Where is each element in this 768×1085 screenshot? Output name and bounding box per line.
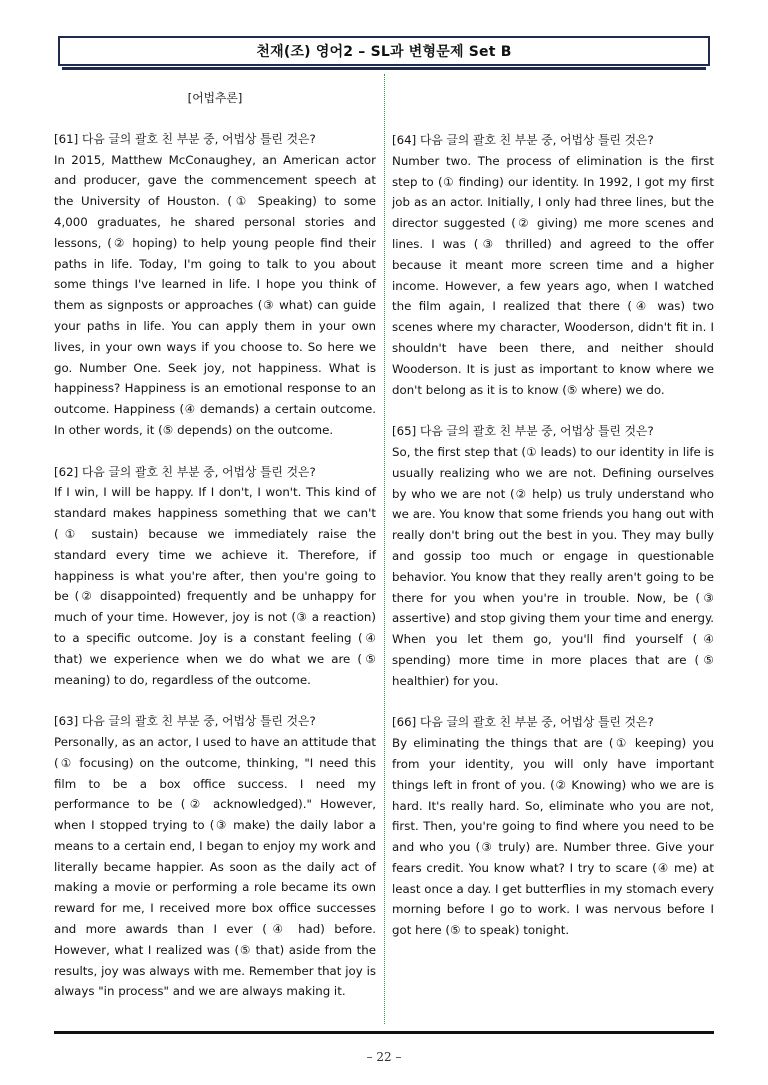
question-passage: Personally, as an actor, I used to have an attitude that (① focusing) on the outcome, thinking, "I need this film to be a box office success. I need my performance to be (② acknowledged)." However, when I stopped trying to (③ make) the daily labor a means to a certain end, I began to enjoy my work and literally became happier. As soon as the daily act of making a movie or performing a role became its own reward for me, I received more box office successes and more awards than I ever (④ had) before. However, what I realized was (⑤ that) aside from the results, joy was always with me. Remember that joy is always "in process" and we are always making it.	[54, 734, 376, 999]
page-number: – 22 –	[366, 1050, 402, 1064]
question-passage: By eliminating the things that are (① keeping) you from your identity, you will only have important things left in front of you. (② Knowing) who we are is hard. It's really hard. So, eliminate who you are not, first. Then, you're going to find where you need to be and who you (③ truly) are. Number three. Give your fears credit. You know what? I try to scare (④ me) at least once a day. I get butterflies in my stomach every morning before I go to work. I was nervous before I got here (⑤ to speak) tonight.	[392, 736, 714, 938]
question-61	[54, 129, 376, 441]
question-header: [63] 다음 글의 괄호 친 부분 중, 어법상 틀린 것은?	[54, 714, 316, 729]
question-passage: In 2015, Matthew McConaughey, an American actor and producer, gave the commencement speech at the University of Houston. (① Speaking) to some 4,000 graduates, he shared personal stories and lessons, (② hoping) to help young people find their paths in life. Today, I'm going to talk to you about some things I've learned in life. I hope you think of them as signposts or approaches (③ what) can guide your paths in life. You can apply them in your own lives, in your own ways if you choose to. So here we go. Number One. Seek joy, not happiness. What is happiness? Happiness is an emotional response to an outcome. Happiness (④ demands) a certain outcome. In other words, it (⑤ depends) on the outcome.	[54, 152, 376, 437]
question-64	[392, 130, 714, 400]
question-passage: If I win, I will be happy. If I don't, I won't. This kind of standard makes happiness something that we can't (① sustain) because we immediately raise the standard every time we achieve it. Therefore, if happiness is what you're after, then you're going to be (② disappointed) frequently and be unhappy for much of your time. However, joy is not (③ a reaction) to a specific outcome. Joy is a constant feeling (④ that) we experience when we do what we are (⑤ meaning) to do, regardless of the outcome.	[54, 485, 376, 687]
question-passage: Number two. The process of elimination is the first step to (① finding) our identity. In 1992, I got my first job as an actor. Initially, I only had three lines, but the director suggested (② giving) me more scenes and lines. I was (③ thrilled) and agreed to the offer because it meant more screen time and a higher income. However, a few years ago, when I watched the film again, I realized that there (④ was) two scenes where my character, Wooderson, didn't fit in. I shouldn't have been there, and neither should Wooderson. It is just as important to know where we don't belong as it is to know (⑤ where) we do.	[392, 153, 714, 397]
page-title: 천재(조) 영어2 – SL과 변형문제 Set B	[256, 44, 512, 60]
question-66	[392, 712, 714, 941]
right-column	[392, 130, 714, 962]
question-62	[54, 462, 376, 691]
question-65	[392, 421, 714, 691]
question-header: [61] 다음 글의 괄호 친 부분 중, 어법상 틀린 것은?	[54, 131, 316, 146]
question-header: [62] 다음 글의 괄호 친 부분 중, 어법상 틀린 것은?	[54, 464, 316, 479]
question-header: [65] 다음 글의 괄호 친 부분 중, 어법상 틀린 것은?	[392, 424, 654, 439]
page-title-box	[58, 36, 710, 66]
left-column	[54, 88, 376, 1023]
question-passage: So, the first step that (① leads) to our identity in life is usually realizing who we are not. Defining ourselves by who we are not (② help) us truly understand who we are. You know that some friends you hang out with really don't bring out the best in you. They may bully and gossip too much or engage in questionable behavior. You know that they really aren't going to be there for you when you're in trouble. Now, be (③ assertive) and stop giving them your time and energy. When you let them go, you'll find yourself (④ spending) more time in more places that are (⑤ healthier) for you.	[392, 444, 714, 688]
question-header: [66] 다음 글의 괄호 친 부분 중, 어법상 틀린 것은?	[392, 715, 654, 730]
question-header: [64] 다음 글의 괄호 친 부분 중, 어법상 틀린 것은?	[392, 133, 654, 147]
column-divider	[384, 74, 385, 1024]
footer-rule	[54, 1031, 714, 1034]
section-label: [어법추론]	[187, 91, 243, 105]
question-63	[54, 711, 376, 1002]
